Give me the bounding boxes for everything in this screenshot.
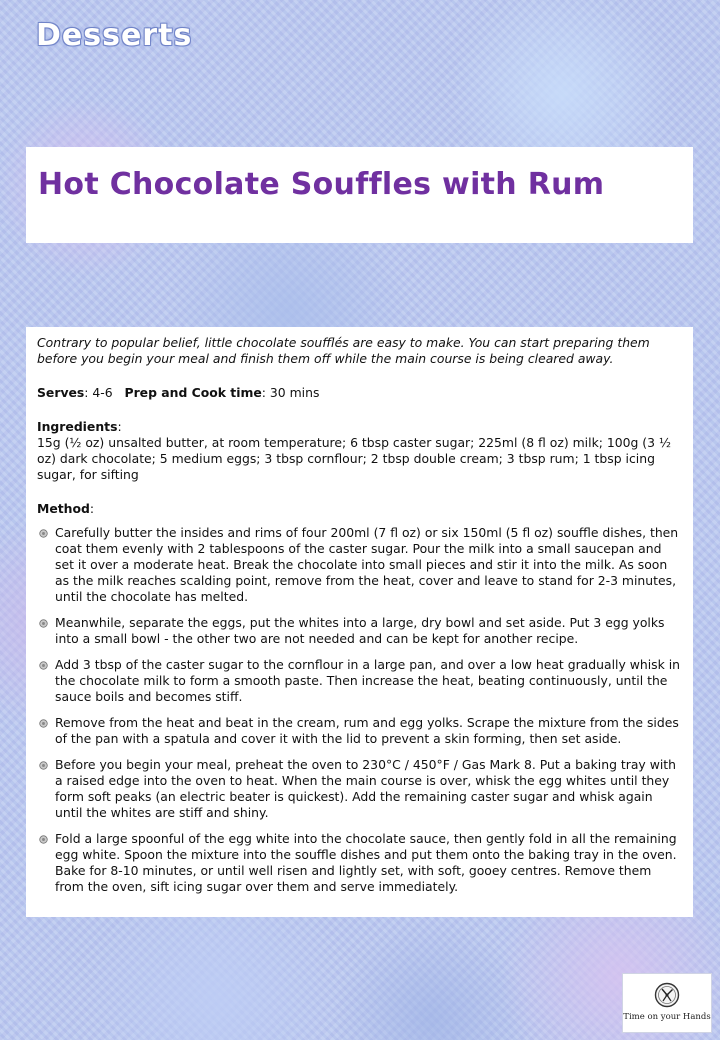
serves-label: Serves [37, 385, 85, 400]
method-step [37, 757, 683, 821]
bullet-icon [39, 661, 48, 670]
prep-value: : 30 mins [261, 385, 320, 400]
bullet-icon [39, 619, 48, 628]
method-step [37, 715, 683, 747]
method-step [37, 615, 683, 647]
bullet-icon [39, 761, 48, 770]
method-colon: : [89, 501, 95, 516]
method-step [37, 831, 683, 895]
method-steps [37, 525, 683, 895]
prep-label: Prep and Cook time [124, 385, 262, 400]
logo-text: Time on your Hands [623, 1012, 711, 1022]
method-step [37, 525, 683, 605]
method-step [37, 657, 683, 705]
method-step-text: Carefully butter the insides and rims of four 200ml (7 fl oz) or six 150ml (5 fl oz) souffle dishes, then coat them evenly with 2 tablespoons of the caster sugar. Pour the milk into a small saucepan and set it over a moderate heat. Break the chocolate into small pieces and stir it into the milk. As soon as the milk reaches scalding point, remove from the heat, cover and leave to stand for 2-3 minutes, until the chocolate has melted. [55, 525, 679, 604]
ingredients-heading [37, 419, 683, 435]
serves-value: : 4-6 [84, 385, 113, 400]
method-heading [37, 501, 683, 517]
recipe-title: Hot Chocolate Souffles with Rum [38, 167, 605, 202]
bullet-icon [39, 529, 48, 538]
bullet-icon [39, 719, 48, 728]
recipe-content [26, 327, 693, 917]
recipe-title-box [26, 147, 693, 243]
method-step-text: Fold a large spoonful of the egg white into the chocolate sauce, then gently fold in all the remaining egg white. Spoon the mixture into the souffle dishes and put them onto the baking tray in the oven. Bake for 8-10 minutes, or until well risen and lightly set, with soft, gooey centres. Remove them from the oven, sift icing sugar over them and serve immediately. [55, 831, 677, 894]
clock-hands-icon [654, 982, 680, 1008]
method-step-text: Meanwhile, separate the eggs, put the whites into a large, dry bowl and set aside. Put 3 egg yolks into a small bowl - the other two are not needed and can be kept for another recipe. [55, 615, 665, 646]
ingredients-colon: : [117, 419, 122, 434]
ingredients-text: 15g (½ oz) unsalted butter, at room temperature; 6 tbsp caster sugar; 225ml (8 fl oz) milk; 100g (3 ½ oz) dark chocolate; 5 medium eggs; 3 tbsp cornflour; 2 tbsp double cream; 3 tbsp rum; 1 tbsp icing sugar, for sifting [37, 435, 671, 482]
method-step-text: Remove from the heat and beat in the cream, rum and egg yolks. Scrape the mixture from the sides of the pan with a spatula and cover it with the lid to prevent a skin forming, then set aside. [55, 715, 679, 746]
section-title: Desserts [36, 18, 193, 53]
method-step-text: Add 3 tbsp of the caster sugar to the cornflour in a large pan, and over a low heat gradually whisk in the chocolate milk to form a smooth paste. Then increase the heat, beating continuously, until the sauce boils and becomes stiff. [55, 657, 681, 704]
method-step-text: Before you begin your meal, preheat the oven to 230°C / 450°F / Gas Mark 8. Put a baking tray with a raised edge into the oven to heat. When the main course is over, whisk the egg whites until they form soft peaks (an electric beater is quickest). Add the remaining caster sugar and whisk again until the whites are stiff and shiny. [55, 757, 676, 820]
recipe-intro: Contrary to popular belief, little chocolate soufflés are easy to make. You can start preparing them before you begin your meal and finish them off while the main course is being cleared away. [37, 335, 650, 366]
ingredients-label: Ingredients [37, 419, 118, 434]
method-label: Method [37, 501, 90, 516]
serves-line [37, 385, 683, 401]
brand-logo [622, 973, 712, 1033]
bullet-icon [39, 835, 48, 844]
